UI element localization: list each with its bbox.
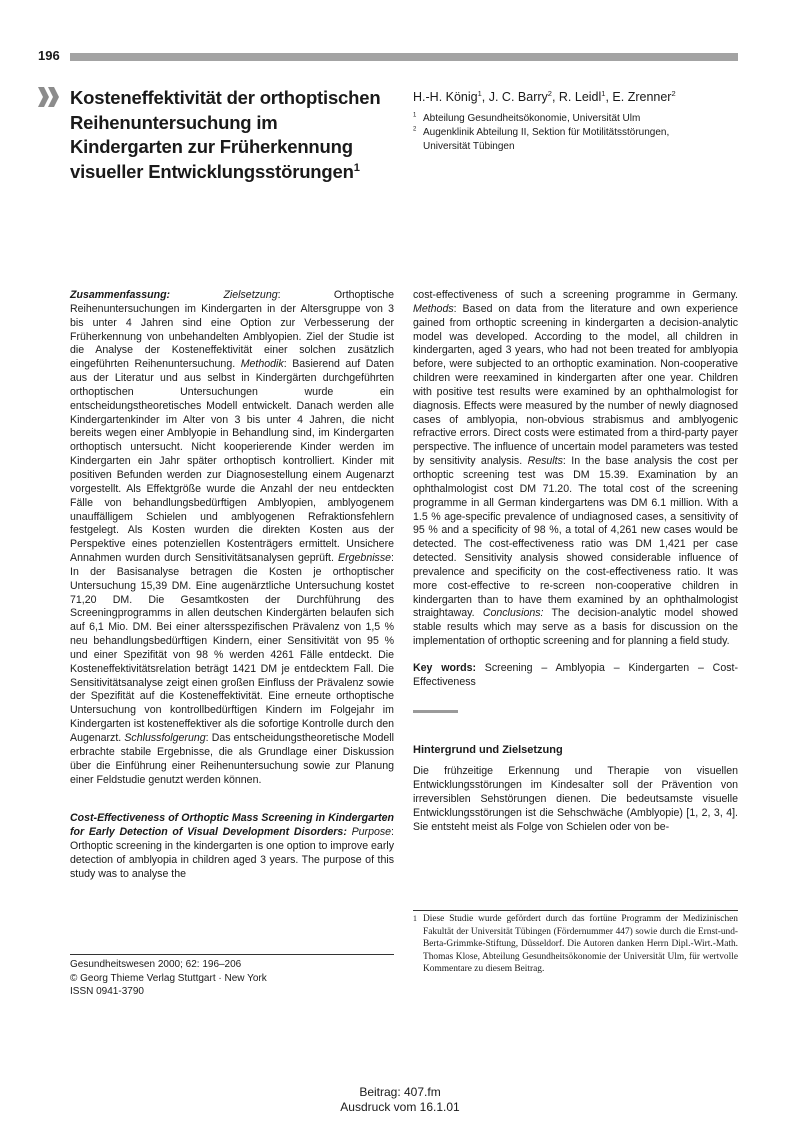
citation-rule <box>70 954 394 955</box>
abstract-text: : Orthoptic screening in the kindergarten is one option to improve early detection of amblyopia in children aged 3 years. The purpose of this study was to analyse the <box>70 826 394 880</box>
title-line: Reihenuntersuchung im <box>70 111 278 133</box>
section-label: Schlussfolgerung <box>124 732 206 744</box>
abstract-text: : Orthoptische Reihenuntersuchungen im Kindergarten in der Altersgruppe von 3 bis unter 4 Jahren sind eine Option zur Verbesserung der Früherkennung von unbehandelten Amblyopien. Ziel der Studie ist die Analyse der Kosteneffektivität einer solchen zusätzlich eingeführten Reihenuntersuchung. <box>70 289 394 371</box>
footnote-rule <box>413 910 738 911</box>
abstract-english-continued <box>413 289 738 649</box>
abstract-text: : In the base analysis the cost per orthoptic screening test was DM 15.39. Examination by an ophthalmologist cost DM 71.20. The total cost of the screening programme in all German kindergartens was DM 6.1 million. With a 1.5 % age-specific prevalence of undiagnosed cases, a sensitivity of 95 % and a specificity of 98 %, a total of 4,261 new cases would be detected. The cost-effectiveness ratio was DM 1,421 per case detected. Sensitivity analysis showed considerable influence of prevalence and specificity on the cost-effectiveness ratio. It was more cost-effective to re-screen non-cooperative children in kindergarten than to have them examined by an ophthalmologist straightaway. <box>413 455 738 620</box>
stamp-line: Beitrag: 407.fm <box>359 1085 441 1099</box>
author-affiliation-mark: 2 <box>547 88 552 98</box>
author-name: J. C. Barry <box>488 90 548 104</box>
footnote-text: Diese Studie wurde gefördert durch das fortüne Programm der Medizinischen Fakultät der Universität Tübingen (Fördernummer 447) sowie durch die Ernst-und-Berta-Grimmke-Stiftung, Düsseldorf. Die Autoren danken Herrn Dipl.-Wirt.-Math. Thomas Klose, Abteilung Gesundheitsökonomie der Universität Ulm, für wertvolle Kommentare zu diesem Beitrag. <box>423 914 738 975</box>
section-divider <box>413 710 458 713</box>
abstract-german <box>70 289 394 787</box>
section-label: Results <box>527 455 563 468</box>
affiliation-number: 1 <box>413 112 417 119</box>
author-list: H.-H. König$^1$, J. C. Barry$^2$, R. Leidl$^1$, E. Zrenner$^2$ <box>413 88 676 104</box>
section-label: Ergebnisse <box>338 552 392 565</box>
affiliation-text: Abteilung Gesundheitsökonomie, Universität Ulm <box>423 113 641 124</box>
section-label: Methods <box>413 302 454 315</box>
abstract-text: : In der Basisanalyse betragen die Kosten je orthoptischer Untersuchung 15,39 DM. Eine augenärztliche Untersuchung kostet 71,20 DM. Die Gesamtkosten der Durchführung des Screeningprogramms in allen deutschen Kindergärten belaufen sich auf 6,1 Mio. DM. Bei einer altersspezifischen Prävalenz von 1,5 % neu behandlungsbedürftigen Kindern, einer Sensitivität von 95 % und einer Spezifität von 98 % werden 4261 Fälle entdeckt. Die Kosteneffektivitätsrelation beträgt 1421 DM je entdecktem Fall. Die Sensitivitätsanalyse zeigt einen großen Einfluss der Prävalenz sowie der Spezifität auf die Kosteneffektivität. Eine erneute orthoptische Untersuchung von kontrollbedürftigen Kindern im Folgejahr im Kindergarten ist kosteneffektiver als die sofortige Kontrolle durch den Augenarzt. <box>70 552 394 744</box>
author-name: R. Leidl <box>558 90 602 104</box>
english-title: Cost-Effectiveness of Orthoptic Mass Screening in Kindergarten for Early Detection of Visual Development Disorders: <box>70 812 394 839</box>
affiliation-number: 2 <box>413 126 417 133</box>
author-affiliation-mark: 1 <box>601 88 606 98</box>
author-name: H.-H. König <box>413 90 478 104</box>
header-rule <box>70 53 738 61</box>
affiliation-text-continued: Universität Tübingen <box>423 141 515 152</box>
author-affiliation-mark: 2 <box>671 88 676 98</box>
affiliation <box>413 126 669 139</box>
section-label: Zielsetzung <box>223 289 278 301</box>
keywords-label: Key words: <box>413 661 476 674</box>
title-line: Kosteneffektivität der orthoptischen <box>70 87 381 108</box>
abstract-english <box>70 812 394 881</box>
left-column <box>70 289 394 882</box>
footnote <box>413 913 738 976</box>
title-line: Kindergarten zur Früherkennung <box>70 136 353 157</box>
section-heading: Hintergrund und Zielsetzung <box>413 743 563 756</box>
affiliation <box>413 112 640 125</box>
abstract-text: cost-effectiveness of such a screening programme in Germany. <box>413 289 738 301</box>
title-footnote-mark: 1 <box>353 161 360 174</box>
abstract-label: Zusammenfassung: <box>70 289 171 301</box>
article-title <box>70 86 400 184</box>
chevron-right-icon <box>38 87 60 107</box>
print-stamp <box>0 1085 800 1115</box>
citation-block <box>70 958 267 999</box>
section-label: Methodik <box>240 358 284 371</box>
publisher: © Georg Thieme Verlag Stuttgart · New York <box>70 972 267 984</box>
section-label: Purpose <box>351 826 392 839</box>
journal-citation: Gesundheitswesen 2000; 62: 196–206 <box>70 959 242 970</box>
affiliation-text: Augenklinik Abteilung II, Sektion für Motilitätsstörungen, <box>423 127 670 138</box>
issn: ISSN 0941-3790 <box>70 986 144 998</box>
abstract-text: : Das entscheidungstheoretische Modell erbrachte stabile Ergebnisse, die als Grundlage einer Diskussion über die Einführung einer Reihenuntersuchung sowie zur Planung einer Feldstudie genutzt werden können. <box>70 732 394 786</box>
abstract-text: The decision-analytic model showed stable results which may serve as a basis for discussion on the implementation of orthoptic screening and for planning a field study. <box>413 607 738 648</box>
title-line: visueller Entwicklungsstörungen <box>70 160 354 182</box>
keywords <box>413 662 738 690</box>
abstract-text: : Basierend auf Daten aus der Literatur und aus selbst in Kindergärten durchgeführten orthoptischen Untersuchungen wurde ein entscheidungstheoretisches Modell entwickelt. Danach werden alle Kindergartenkinder im Alter von 3 bis unter 4 Jahren, die nicht bereits wegen einer Amblyopie in Behandlung sind, im Kindergarten orthoptisch untersucht. Nicht kooperierende Kinder werden im Kindergarten ein Jahr später orthoptisch kontrolliert. Kinder mit positiven Befunden werden zur Diagnosestellung einem Augenarzt vorgestellt. Als Effektgröße wurde die Anzahl der neu entdeckten Fälle von behandlungsbedürftigen Amblyopien, amblyogenem unauffälligem Schielen und amblyogenen Refraktionsfehlern festgelegt. Als Kosten wurden die direkten Kosten aus der Perspektive eines potenziellen Kostenträgers ermittelt. Unsichere Annahmen wurden durch Sensitivitätsanalysen geprüft. <box>70 358 394 565</box>
keywords-text: Screening – Amblyopia – Kindergarten – Cost-Effectiveness <box>413 661 738 688</box>
footnote-number: 1 <box>413 914 417 923</box>
right-column <box>413 289 738 835</box>
section-body: Die frühzeitige Erkennung und Therapie von visuellen Entwicklungsstörungen im Kindesalter soll der Prävention von irreversiblen Sehstörungen dienen. Die bedeutsamste visuelle Entwicklungsstörungen ist die Sehschwäche (Amblyopie) [1, 2, 3, 4]. Sie entsteht meist als Folge von Schielen oder von be- <box>413 765 738 833</box>
author-name: E. Zrenner <box>612 90 672 104</box>
author-affiliation-mark: 1 <box>477 88 482 98</box>
stamp-line: Ausdruck vom 16.1.01 <box>340 1100 460 1114</box>
abstract-text: : Based on data from the literature and own experience gained from orthoptic screening in kindergarten a decision-analytic model was developed. According to the model, all children in kindergarten, aged 3 years, who had not been treated for amblyopia before, were subjected to an orthoptic examination. Non-cooperative children were reexamined in kindergarten after one year. Children with positive test results were examined by an ophthalmologist for diagnosis. Effects were measured by the number of newly diagnosed cases of amblyopia, non-obvious strabismus and amblyogenic refractive errors. Direct costs were estimated from a third-party payer perspective. The influence of uncertain model parameters was tested by sensitivity analysis. <box>413 302 738 468</box>
section-label: Conclusions: <box>482 607 544 620</box>
page-number: 196 <box>38 48 60 63</box>
